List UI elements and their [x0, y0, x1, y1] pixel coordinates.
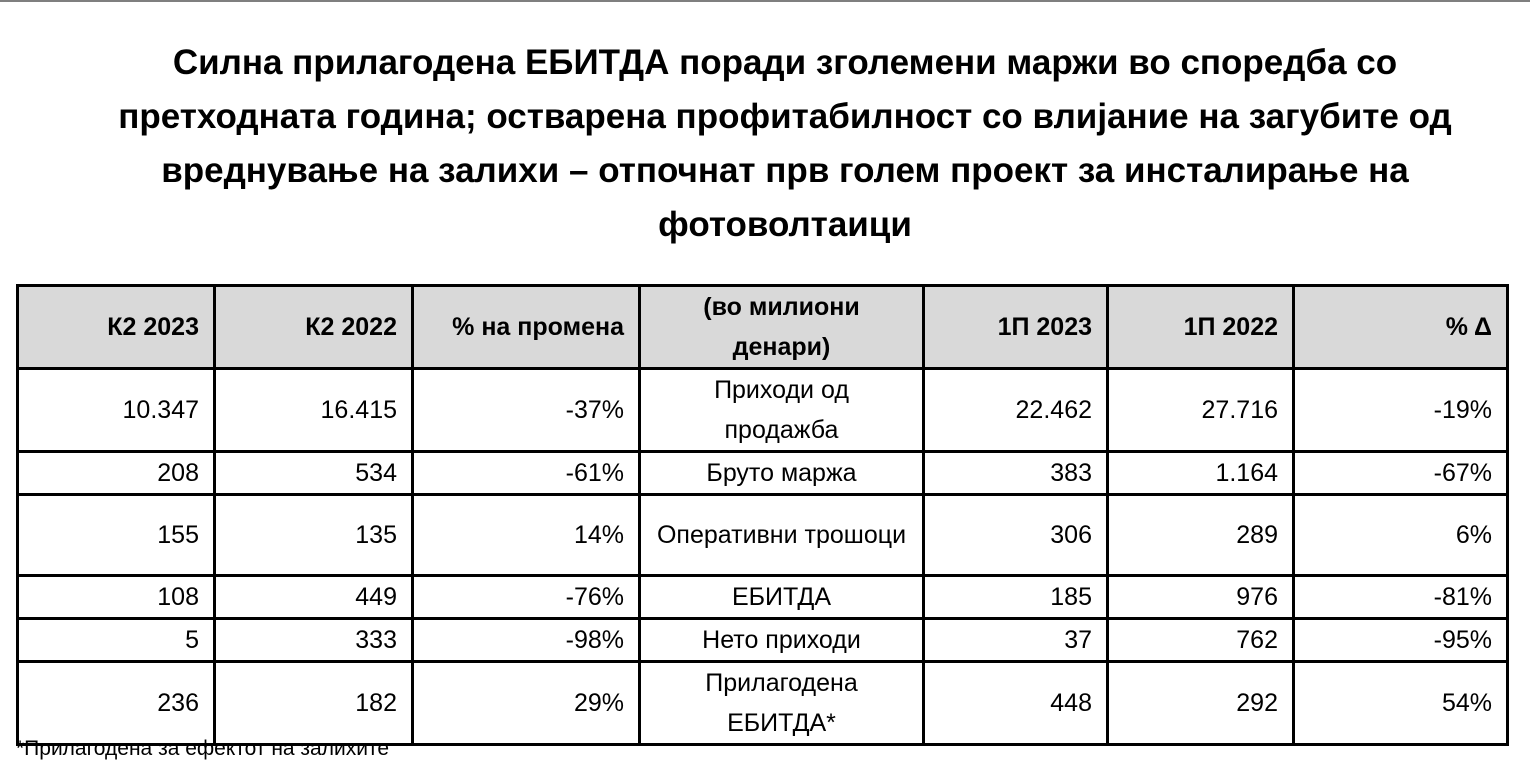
table-row — [18, 369, 1508, 452]
header-q2-2023: К2 2023 — [18, 286, 215, 369]
cell-h-change: -19% — [1294, 369, 1508, 452]
title-line-2: претходната година; остварена профитабилност со влијание на загубите од — [118, 97, 1452, 136]
financial-table — [16, 284, 1509, 746]
cell-q2-2023: 155 — [18, 495, 215, 576]
table-header-row — [18, 286, 1508, 369]
cell-h-change: -81% — [1294, 576, 1508, 619]
cell-q2-2022: 333 — [215, 619, 413, 662]
cell-q2-2022: 182 — [215, 662, 413, 745]
cell-q2-2023: 5 — [18, 619, 215, 662]
cell-q2-2022: 135 — [215, 495, 413, 576]
cell-q2-2022: 449 — [215, 576, 413, 619]
cell-q2-2023: 208 — [18, 452, 215, 495]
cell-h1-2022: 976 — [1108, 576, 1294, 619]
cell-h1-2023: 383 — [924, 452, 1108, 495]
title-line-1: Силна прилагодена ЕБИТДА поради зголемени маржи во споредба со — [172, 43, 1398, 82]
table-row — [18, 452, 1508, 495]
cell-q2-2022: 534 — [215, 452, 413, 495]
cell-q2-2023: 236 — [18, 662, 215, 745]
cell-metric: Нето приходи — [640, 619, 924, 662]
cell-q-change: -61% — [413, 452, 640, 495]
cell-metric: Бруто маржа — [640, 452, 924, 495]
cell-h-change: -95% — [1294, 619, 1508, 662]
cell-h-change: 6% — [1294, 495, 1508, 576]
cell-h1-2022: 1.164 — [1108, 452, 1294, 495]
title-line-3: вреднување на залихи – отпочнат прв голем проект за инсталирање на — [161, 151, 1409, 190]
cell-h1-2022: 289 — [1108, 495, 1294, 576]
cell-q-change: -98% — [413, 619, 640, 662]
cell-h1-2023: 22.462 — [924, 369, 1108, 452]
cell-q2-2023: 108 — [18, 576, 215, 619]
page-title — [40, 36, 1530, 252]
header-units: (во милиони денари) — [640, 286, 924, 369]
table-row — [18, 619, 1508, 662]
cell-h1-2023: 448 — [924, 662, 1108, 745]
cell-h1-2023: 37 — [924, 619, 1108, 662]
cell-h1-2023: 306 — [924, 495, 1108, 576]
cell-q2-2022: 16.415 — [215, 369, 413, 452]
table-row — [18, 662, 1508, 745]
cell-h-change: -67% — [1294, 452, 1508, 495]
cell-h1-2022: 27.716 — [1108, 369, 1294, 452]
cell-metric: Приходи од продажба — [640, 369, 924, 452]
cell-h1-2022: 292 — [1108, 662, 1294, 745]
header-h1-2022: 1П 2022 — [1108, 286, 1294, 369]
header-q2-2022: К2 2022 — [215, 286, 413, 369]
top-rule — [0, 0, 1530, 2]
title-line-4: фотоволтаици — [658, 205, 912, 244]
cell-h-change: 54% — [1294, 662, 1508, 745]
footnote: *Прилагодена за ефектот на залихите — [16, 737, 390, 760]
cell-q-change: 14% — [413, 495, 640, 576]
header-q-change: % на промена — [413, 286, 640, 369]
cell-q2-2023: 10.347 — [18, 369, 215, 452]
header-h-change: % Δ — [1294, 286, 1508, 369]
cell-metric: Прилагодена ЕБИТДА* — [640, 662, 924, 745]
cell-h1-2023: 185 — [924, 576, 1108, 619]
cell-q-change: 29% — [413, 662, 640, 745]
cell-metric: Оперативни трошоци — [640, 495, 924, 576]
cell-q-change: -76% — [413, 576, 640, 619]
cell-metric: ЕБИТДА — [640, 576, 924, 619]
header-h1-2023: 1П 2023 — [924, 286, 1108, 369]
table-row — [18, 576, 1508, 619]
cell-h1-2022: 762 — [1108, 619, 1294, 662]
cell-q-change: -37% — [413, 369, 640, 452]
table-row — [18, 495, 1508, 576]
